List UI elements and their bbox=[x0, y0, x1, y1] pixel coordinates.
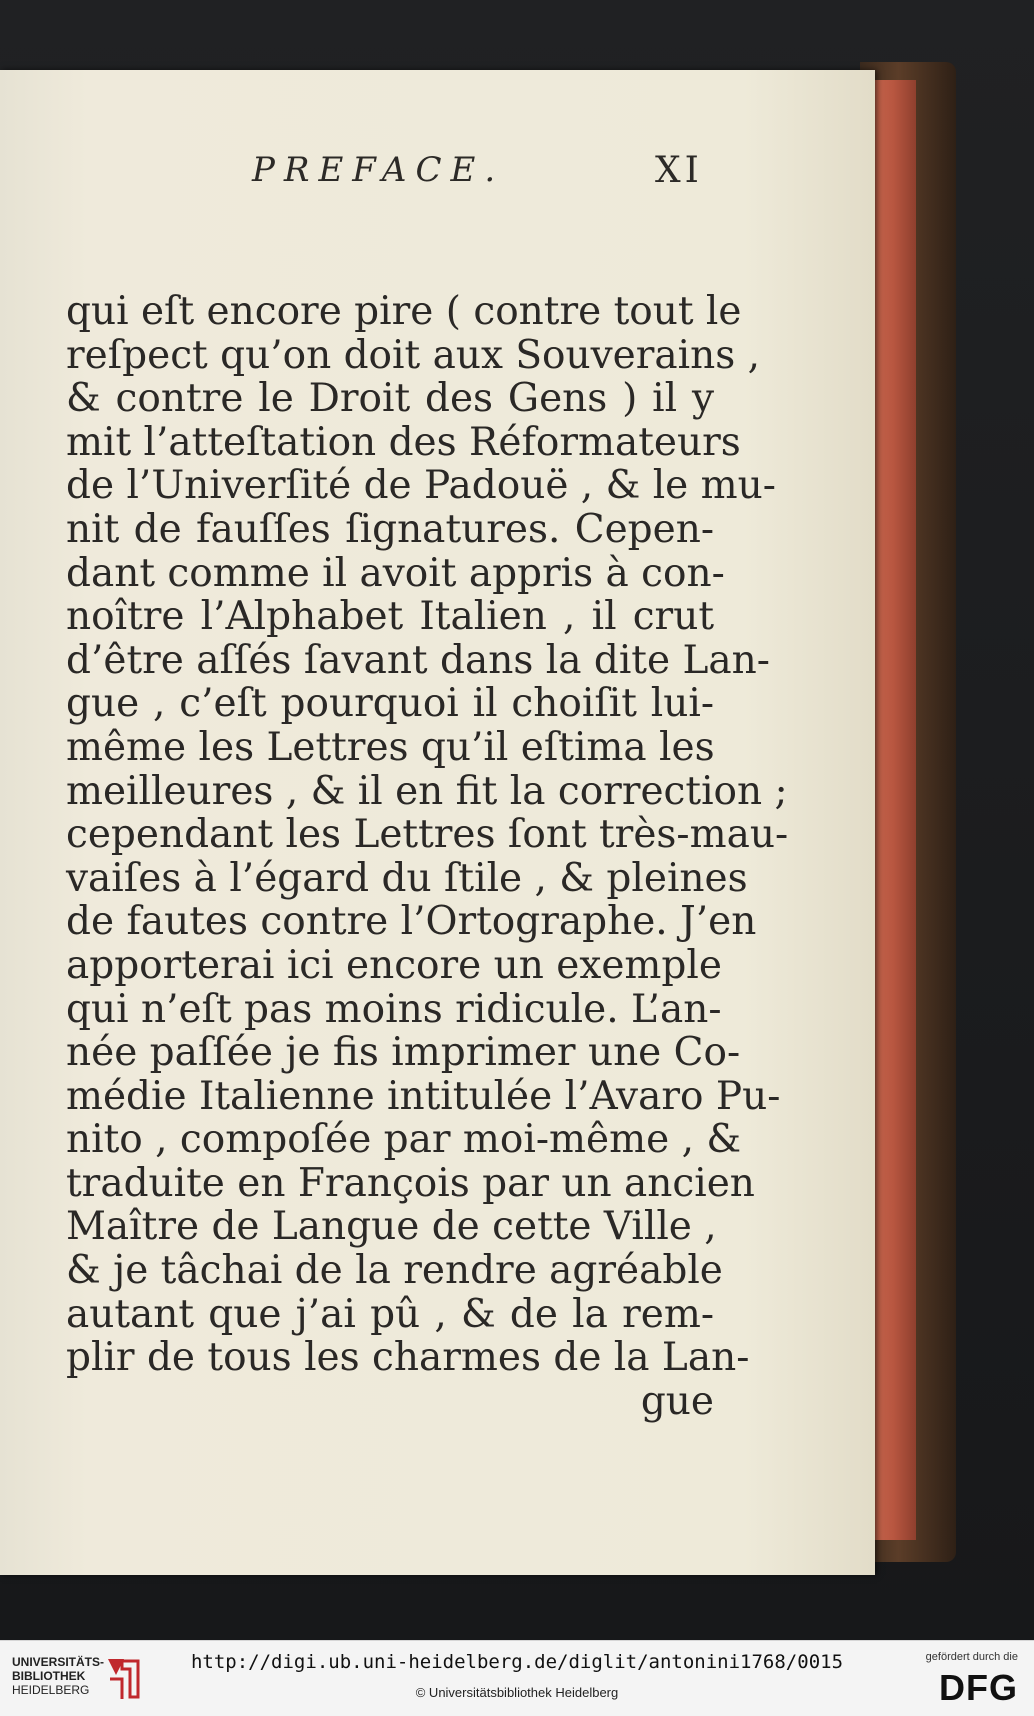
text-line: de l’Univerſité de Padouë , & le mu- bbox=[66, 463, 776, 509]
dfg-logo: DFG bbox=[939, 1667, 1018, 1708]
text-line: même les Lettres qu’il eſtima les bbox=[66, 724, 715, 770]
text-line: mit l’atteſtation des Réformateurs bbox=[66, 419, 741, 465]
text-line: & contre le Droit des Gens ) il y bbox=[66, 376, 714, 422]
page-url-link[interactable]: http://digi.ub.uni-heidelberg.de/diglit/antonini1768/0015 bbox=[190, 1651, 844, 1673]
text-line: meilleures , & il en fit la correction ; bbox=[66, 768, 788, 814]
text-line: de fautes contre l’Ortographe. J’en bbox=[66, 899, 757, 945]
text-line: & je tâchai de la rendre agréable bbox=[66, 1248, 723, 1294]
library-name-line: BIBLIOTHEK bbox=[12, 1669, 86, 1683]
text-line: cependant les Lettres ſont très-mau- bbox=[66, 812, 789, 858]
text-line: autant que j’ai pû , & de la rem- bbox=[66, 1291, 714, 1337]
copyright-notice: © Universitätsbibliothek Heidelberg bbox=[415, 1685, 619, 1700]
viewer-footer bbox=[0, 1640, 1034, 1716]
text-line: qui eſt encore pire ( contre tout le bbox=[66, 289, 742, 334]
text-line: qui n’eſt pas moins ridicule. L’an- bbox=[66, 986, 722, 1032]
text-line: reſpect qu’on doit aux Souverains , bbox=[66, 332, 761, 378]
text-line: noître l’Alphabet Italien , il crut bbox=[66, 594, 714, 640]
text-line: Maître de Langue de cette Ville , bbox=[66, 1204, 717, 1250]
text-line: apporterai ici encore un exemple bbox=[66, 942, 722, 988]
text-line: née paſſée je fis imprimer une Co- bbox=[66, 1030, 741, 1076]
page-header bbox=[0, 144, 875, 204]
library-name-line: HEIDELBERG bbox=[12, 1683, 90, 1697]
text-line: nito , compoſée par moi-même , & bbox=[66, 1117, 742, 1163]
catchword: gue bbox=[640, 1378, 714, 1424]
text-line: plir de tous les charmes de la Lan- bbox=[66, 1335, 750, 1381]
body-text bbox=[66, 289, 789, 1424]
text-line: nit de fauſſes ſignatures. Cepen- bbox=[66, 506, 714, 552]
text-line: médie Italienne intitulée l’Avaro Pu- bbox=[66, 1073, 781, 1119]
page-number: XI bbox=[655, 150, 703, 191]
text-line: d’être aſſés ſavant dans la dite Lan- bbox=[66, 637, 770, 683]
funding-label: gefördert durch die bbox=[925, 1651, 1018, 1663]
text-line: traduite en François par un ancien bbox=[66, 1160, 755, 1206]
library-name-line: UNIVERSITÄTS- bbox=[12, 1655, 105, 1669]
running-head: PREFACE. bbox=[252, 150, 505, 190]
text-line: gue , c’eſt pourquoi il choiſit lui- bbox=[66, 681, 714, 727]
text-line: dant comme il avoit appris à con- bbox=[66, 550, 725, 596]
text-line: vaiſes à l’égard du ſtile , & pleines bbox=[66, 855, 748, 901]
